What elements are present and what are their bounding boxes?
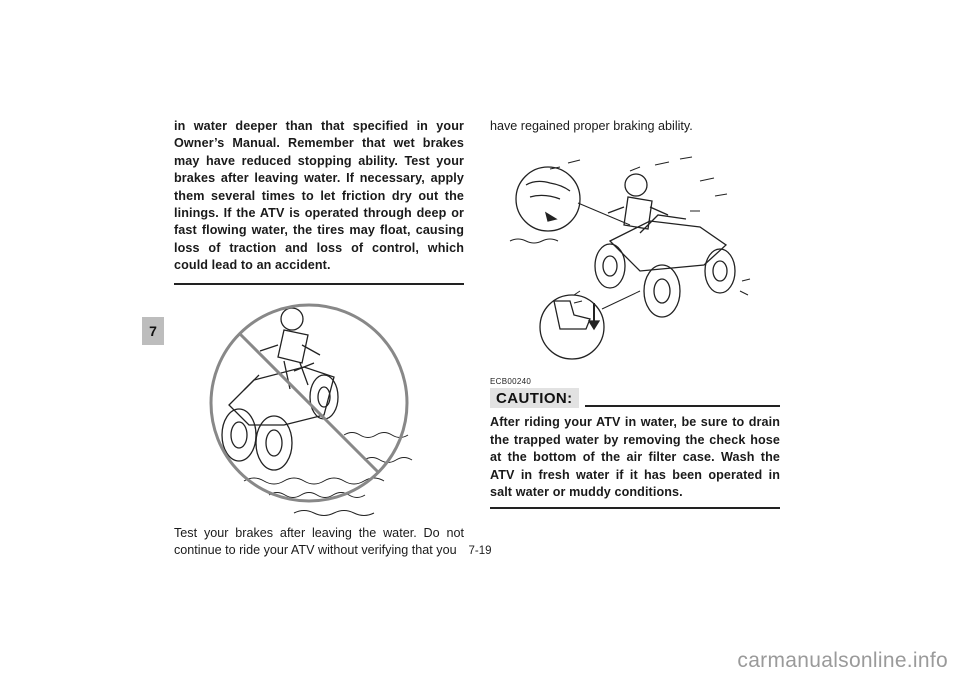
page-number: 7-19: [468, 545, 492, 557]
atv-deep-water-prohibited-illustration: [174, 285, 464, 517]
caution-end-rule: [490, 507, 780, 509]
test-brakes-text: Test your brakes after leaving the water. Do not continue to ride your ATV without verifying that you: [174, 525, 464, 558]
caution-code: ECB00240: [490, 377, 532, 387]
left-column: [174, 118, 464, 559]
chapter-tab: [142, 317, 164, 345]
braking-ability-text: have regained proper braking ability.: [490, 119, 693, 133]
caution-text: After riding your ATV in water, be sure to drain the trapped water by removing the check hose at the bottom of the air filter case. Wash the ATV in fresh water if it has been operated in salt water or muddy conditions.: [490, 415, 780, 500]
caution-label: CAUTION:: [490, 388, 579, 408]
caution-header: [490, 388, 780, 408]
warning-continuation-text: in water deeper than that specified in your Owner’s Manual. Remember that wet brakes may have reduced stopping ability. Test your brakes after leaving water. If necessary, apply them several times to let friction dry out the linings. If the ATV is operated through deep or fast flowing water, the tires may float, causing loss of traction and loss of control, which could lead to an accident.: [174, 119, 464, 273]
atv-brake-test-illustration: [490, 141, 780, 373]
caution-header-rule: [585, 405, 780, 407]
right-column: [490, 118, 780, 509]
chapter-number: 7: [149, 323, 157, 339]
watermark-text: carmanualsonline.info: [737, 649, 948, 672]
